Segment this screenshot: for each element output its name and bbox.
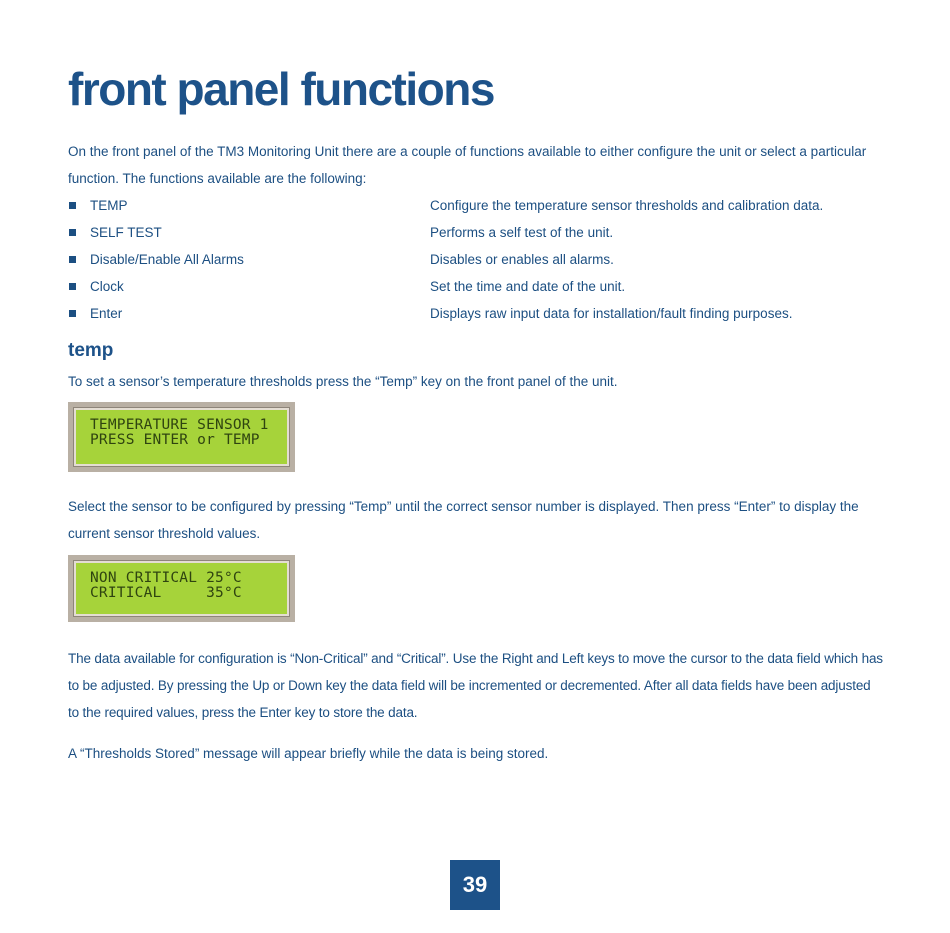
lcd-line-2: PRESS ENTER or TEMP — [90, 432, 260, 448]
function-description: Set the time and date of the unit. — [430, 279, 626, 294]
function-name: Enter — [90, 306, 123, 321]
square-bullet-icon — [69, 202, 76, 209]
function-name: SELF TEST — [90, 225, 162, 240]
lcd-display-thresholds — [68, 555, 295, 622]
square-bullet-icon — [69, 229, 76, 236]
square-bullet-icon — [69, 256, 76, 263]
list-item — [68, 300, 883, 327]
functions-list — [68, 192, 883, 327]
lcd-line-1: TEMPERATURE SENSOR 1 — [90, 417, 269, 433]
temp-paragraph-3: The data available for configuration is “Non-Critical” and “Critical”. Use the Right and Left keys to move the cursor to the data field which has to be adjusted. By pressing the Up or Down key the data field will be incremented or decremented. After all data fields have been adjusted to the required values, press the Enter key to store the data. — [68, 651, 883, 720]
function-description: Disables or enables all alarms. — [430, 252, 614, 267]
lcd-line-2: CRITICAL 35°C — [90, 585, 242, 601]
lcd-display-sensor — [68, 402, 295, 472]
lcd-screen — [74, 408, 289, 466]
function-description: Configure the temperature sensor thresholds and calibration data. — [430, 198, 824, 213]
page-number: 39 — [450, 860, 500, 910]
list-item — [68, 273, 883, 300]
section-heading-temp: temp — [68, 340, 114, 361]
function-name: TEMP — [90, 198, 128, 213]
function-description: Displays raw input data for installation/fault finding purposes. — [430, 306, 793, 321]
function-name: Disable/Enable All Alarms — [90, 252, 244, 267]
function-description: Performs a self test of the unit. — [430, 225, 614, 240]
function-name: Clock — [90, 279, 124, 294]
list-item — [68, 219, 883, 246]
list-item — [68, 246, 883, 273]
intro-paragraph: On the front panel of the TM3 Monitoring Unit there are a couple of functions available to either configure the unit or select a particular function. The functions available are the following: — [68, 144, 867, 186]
temp-paragraph-1: To set a sensor’s temperature thresholds press the “Temp” key on the front panel of the unit. — [68, 374, 618, 389]
temp-paragraph-4: A “Thresholds Stored” message will appear briefly while the data is being stored. — [68, 746, 549, 761]
lcd-screen — [74, 561, 289, 616]
square-bullet-icon — [69, 310, 76, 317]
temp-paragraph-2: Select the sensor to be configured by pressing “Temp” until the correct sensor number is displayed. Then press “Enter” to display the current sensor threshold values. — [68, 499, 859, 541]
page-title: front panel functions — [68, 63, 494, 115]
square-bullet-icon — [69, 283, 76, 290]
list-item — [68, 192, 883, 219]
lcd-line-1: NON CRITICAL 25°C — [90, 570, 242, 586]
